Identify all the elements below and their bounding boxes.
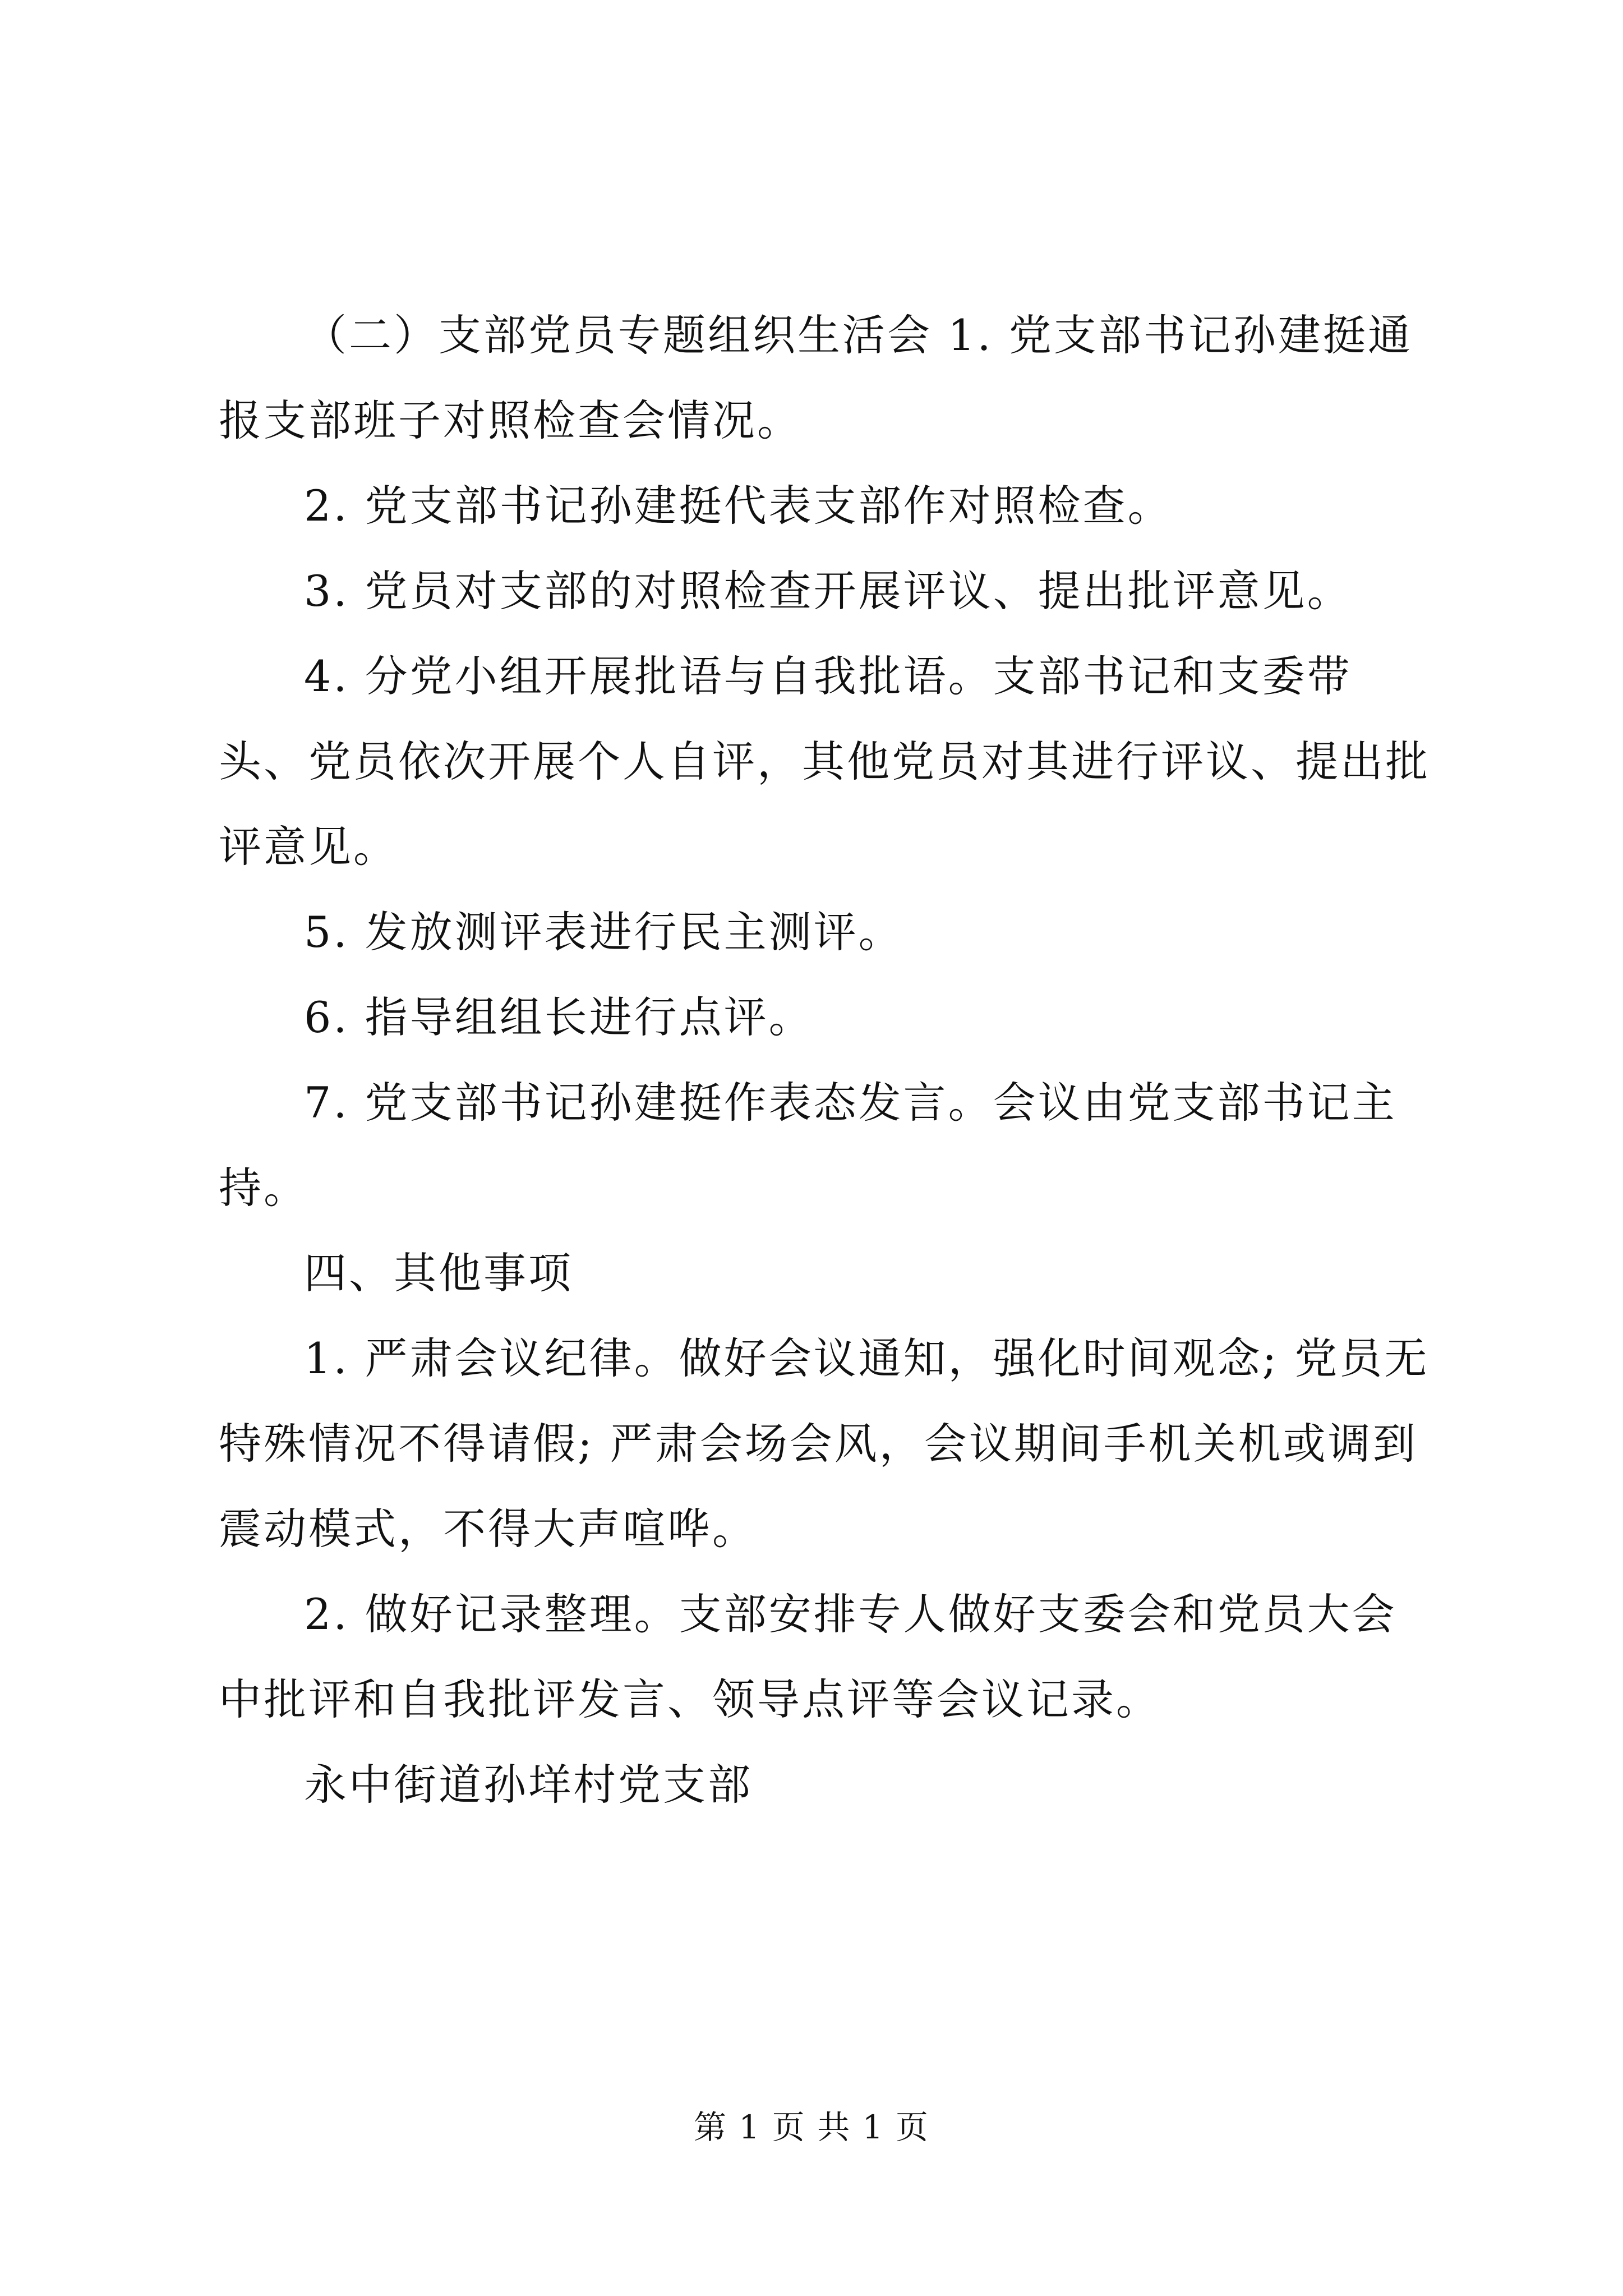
paragraph-section-two: （二）支部党员专题组织生活会 1. 党支部书记孙建挺通报支部班子对照检查会情况。 [219, 310, 1413, 445]
page-footer: 第 1 页 共 1 页 [694, 2108, 929, 2146]
signature-organization: 永中街道孙垟村党支部 [304, 1760, 753, 1810]
paragraph-item-4: 4. 分党小组开展批语与自我批语。支部书记和支委带头、党员依次开展个人自评，其他党员对其进行评议、提出批评意见。 [219, 651, 1430, 872]
paragraph-records: 2. 做好记录整理。支部安排专人做好支委会和党员大会中批评和自我批评发言、领导点评等会议记录。 [219, 1589, 1397, 1724]
paragraph-item-7: 7. 党支部书记孙建挺作表态发言。会议由党支部书记主持。 [219, 1078, 1397, 1213]
paragraph-discipline: 1. 严肃会议纪律。做好会议通知，强化时间观念; 党员无特殊情况不得请假; 严肃会场会风，会议期间手机关机或调到震动模式，不得大声喧哗。 [219, 1333, 1430, 1554]
paragraph-item-6: 6. 指导组组长进行点评。 [304, 992, 814, 1042]
paragraph-item-2: 2. 党支部书记孙建挺代表支部作对照检查。 [304, 481, 1173, 531]
section-heading-other-matters: 四、其他事项 [304, 1248, 573, 1298]
paragraph-item-3: 3. 党员对支部的对照检查开展评议、提出批评意见。 [304, 566, 1352, 616]
document-body [219, 293, 1430, 1828]
paragraph-item-5: 5. 发放测评表进行民主测评。 [304, 907, 903, 957]
